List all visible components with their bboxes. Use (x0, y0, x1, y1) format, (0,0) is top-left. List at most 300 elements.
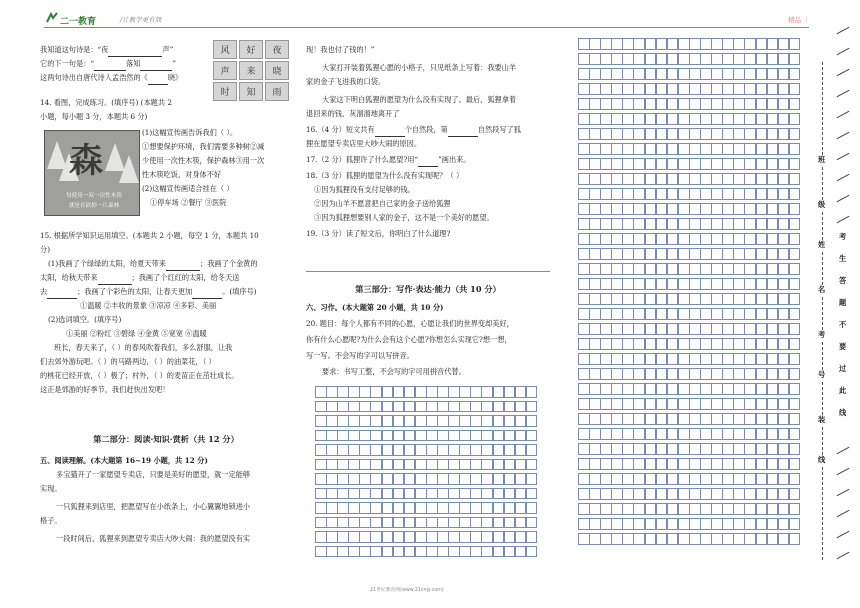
writing-cell[interactable] (744, 188, 756, 200)
writing-grid-row[interactable] (578, 533, 800, 545)
writing-cell[interactable] (370, 531, 382, 543)
writing-cell[interactable] (678, 473, 690, 485)
writing-cell[interactable] (711, 398, 723, 410)
answer-blank[interactable] (108, 48, 162, 57)
writing-cell[interactable] (700, 503, 712, 515)
writing-cell[interactable] (437, 444, 449, 456)
writing-cell[interactable] (645, 368, 657, 380)
writing-cell[interactable] (678, 488, 690, 500)
writing-cell[interactable] (756, 128, 768, 140)
writing-cell[interactable] (700, 233, 712, 245)
writing-cell[interactable] (504, 444, 516, 456)
writing-cell[interactable] (789, 143, 801, 155)
writing-cell[interactable] (722, 278, 734, 290)
writing-cell[interactable] (645, 473, 657, 485)
writing-cell[interactable] (337, 459, 349, 471)
writing-cell[interactable] (600, 113, 612, 125)
writing-cell[interactable] (789, 503, 801, 515)
writing-cell[interactable] (733, 323, 745, 335)
writing-cell[interactable] (633, 233, 645, 245)
writing-cell[interactable] (733, 278, 745, 290)
writing-cell[interactable] (711, 383, 723, 395)
writing-grid-row[interactable] (578, 443, 800, 455)
writing-grid-row[interactable] (315, 517, 537, 529)
writing-cell[interactable] (667, 533, 679, 545)
writing-cell[interactable] (415, 488, 427, 500)
writing-cell[interactable] (733, 488, 745, 500)
writing-cell[interactable] (481, 488, 493, 500)
writing-cell[interactable] (393, 502, 405, 514)
writing-cell[interactable] (437, 430, 449, 442)
writing-cell[interactable] (722, 203, 734, 215)
writing-cell[interactable] (600, 83, 612, 95)
writing-cell[interactable] (767, 98, 779, 110)
writing-cell[interactable] (744, 83, 756, 95)
writing-cell[interactable] (744, 383, 756, 395)
writing-grid-middle[interactable] (315, 386, 548, 562)
writing-cell[interactable] (767, 398, 779, 410)
writing-cell[interactable] (600, 323, 612, 335)
writing-cell[interactable] (789, 473, 801, 485)
writing-cell[interactable] (645, 38, 657, 50)
writing-cell[interactable] (504, 430, 516, 442)
writing-cell[interactable] (711, 443, 723, 455)
writing-cell[interactable] (578, 323, 590, 335)
writing-cell[interactable] (767, 413, 779, 425)
writing-cell[interactable] (404, 415, 416, 427)
writing-cell[interactable] (633, 143, 645, 155)
writing-cell[interactable] (678, 218, 690, 230)
writing-cell[interactable] (315, 415, 327, 427)
writing-cell[interactable] (337, 401, 349, 413)
writing-cell[interactable] (578, 308, 590, 320)
writing-cell[interactable] (667, 203, 679, 215)
writing-cell[interactable] (622, 83, 634, 95)
answer-blank[interactable] (418, 158, 438, 167)
writing-cell[interactable] (767, 173, 779, 185)
writing-cell[interactable] (611, 233, 623, 245)
writing-cell[interactable] (645, 518, 657, 530)
writing-cell[interactable] (645, 383, 657, 395)
writing-cell[interactable] (700, 188, 712, 200)
writing-cell[interactable] (493, 401, 505, 413)
writing-cell[interactable] (778, 248, 790, 260)
writing-cell[interactable] (493, 531, 505, 543)
writing-cell[interactable] (756, 278, 768, 290)
writing-cell[interactable] (526, 459, 538, 471)
writing-cell[interactable] (778, 53, 790, 65)
writing-cell[interactable] (470, 401, 482, 413)
writing-cell[interactable] (722, 368, 734, 380)
writing-cell[interactable] (711, 233, 723, 245)
writing-cell[interactable] (689, 173, 701, 185)
writing-cell[interactable] (326, 546, 338, 558)
writing-cell[interactable] (348, 488, 360, 500)
writing-cell[interactable] (645, 158, 657, 170)
writing-cell[interactable] (526, 546, 538, 558)
writing-cell[interactable] (578, 233, 590, 245)
writing-cell[interactable] (722, 488, 734, 500)
writing-cell[interactable] (756, 203, 768, 215)
writing-cell[interactable] (778, 188, 790, 200)
writing-cell[interactable] (711, 293, 723, 305)
writing-cell[interactable] (426, 401, 438, 413)
writing-cell[interactable] (733, 203, 745, 215)
writing-cell[interactable] (645, 293, 657, 305)
writing-cell[interactable] (589, 143, 601, 155)
writing-cell[interactable] (744, 338, 756, 350)
writing-cell[interactable] (667, 188, 679, 200)
writing-cell[interactable] (382, 517, 394, 529)
writing-cell[interactable] (656, 248, 668, 260)
writing-cell[interactable] (756, 473, 768, 485)
writing-cell[interactable] (622, 533, 634, 545)
writing-cell[interactable] (656, 263, 668, 275)
writing-cell[interactable] (526, 502, 538, 514)
writing-cell[interactable] (326, 430, 338, 442)
writing-cell[interactable] (689, 518, 701, 530)
writing-cell[interactable] (589, 473, 601, 485)
writing-cell[interactable] (733, 398, 745, 410)
writing-cell[interactable] (789, 53, 801, 65)
writing-grid-row[interactable] (578, 248, 800, 260)
writing-cell[interactable] (789, 533, 801, 545)
writing-cell[interactable] (633, 113, 645, 125)
writing-cell[interactable] (767, 488, 779, 500)
writing-cell[interactable] (611, 98, 623, 110)
writing-cell[interactable] (700, 83, 712, 95)
writing-cell[interactable] (767, 383, 779, 395)
writing-cell[interactable] (589, 278, 601, 290)
writing-cell[interactable] (711, 473, 723, 485)
writing-cell[interactable] (459, 415, 471, 427)
writing-cell[interactable] (611, 518, 623, 530)
writing-cell[interactable] (370, 459, 382, 471)
writing-cell[interactable] (722, 503, 734, 515)
writing-cell[interactable] (733, 263, 745, 275)
writing-cell[interactable] (633, 308, 645, 320)
writing-cell[interactable] (337, 473, 349, 485)
writing-cell[interactable] (711, 53, 723, 65)
writing-cell[interactable] (611, 158, 623, 170)
writing-cell[interactable] (778, 218, 790, 230)
writing-cell[interactable] (404, 386, 416, 398)
writing-cell[interactable] (645, 173, 657, 185)
writing-cell[interactable] (578, 293, 590, 305)
writing-cell[interactable] (767, 338, 779, 350)
writing-cell[interactable] (711, 218, 723, 230)
writing-cell[interactable] (600, 308, 612, 320)
writing-grid-row[interactable] (578, 53, 800, 65)
writing-cell[interactable] (600, 383, 612, 395)
writing-cell[interactable] (326, 401, 338, 413)
writing-cell[interactable] (722, 533, 734, 545)
writing-cell[interactable] (481, 459, 493, 471)
writing-cell[interactable] (689, 458, 701, 470)
writing-cell[interactable] (370, 517, 382, 529)
writing-cell[interactable] (722, 458, 734, 470)
writing-cell[interactable] (404, 488, 416, 500)
writing-cell[interactable] (789, 188, 801, 200)
writing-cell[interactable] (667, 473, 679, 485)
writing-cell[interactable] (656, 218, 668, 230)
writing-cell[interactable] (656, 503, 668, 515)
answer-blank[interactable] (148, 76, 168, 85)
writing-cell[interactable] (789, 68, 801, 80)
writing-cell[interactable] (633, 413, 645, 425)
writing-cell[interactable] (437, 546, 449, 558)
writing-cell[interactable] (733, 143, 745, 155)
writing-cell[interactable] (415, 459, 427, 471)
writing-cell[interactable] (778, 263, 790, 275)
writing-cell[interactable] (589, 248, 601, 260)
writing-cell[interactable] (611, 263, 623, 275)
writing-cell[interactable] (622, 473, 634, 485)
writing-cell[interactable] (633, 218, 645, 230)
writing-cell[interactable] (756, 248, 768, 260)
writing-cell[interactable] (600, 293, 612, 305)
writing-grid-row[interactable] (578, 353, 800, 365)
writing-cell[interactable] (337, 502, 349, 514)
writing-cell[interactable] (622, 458, 634, 470)
writing-cell[interactable] (778, 308, 790, 320)
writing-cell[interactable] (778, 158, 790, 170)
writing-cell[interactable] (578, 143, 590, 155)
writing-cell[interactable] (382, 401, 394, 413)
writing-cell[interactable] (622, 488, 634, 500)
writing-cell[interactable] (393, 473, 405, 485)
writing-cell[interactable] (756, 38, 768, 50)
writing-cell[interactable] (415, 546, 427, 558)
writing-cell[interactable] (789, 518, 801, 530)
writing-cell[interactable] (493, 517, 505, 529)
writing-grid-row[interactable] (578, 473, 800, 485)
writing-grid-row[interactable] (315, 473, 537, 485)
writing-cell[interactable] (611, 353, 623, 365)
writing-grid-row[interactable] (315, 415, 537, 427)
writing-cell[interactable] (667, 518, 679, 530)
writing-cell[interactable] (744, 368, 756, 380)
writing-cell[interactable] (656, 353, 668, 365)
writing-cell[interactable] (393, 401, 405, 413)
writing-cell[interactable] (578, 338, 590, 350)
writing-cell[interactable] (493, 459, 505, 471)
writing-cell[interactable] (778, 278, 790, 290)
writing-cell[interactable] (382, 546, 394, 558)
writing-grid-row[interactable] (578, 83, 800, 95)
writing-cell[interactable] (426, 430, 438, 442)
writing-cell[interactable] (393, 430, 405, 442)
writing-cell[interactable] (326, 473, 338, 485)
writing-cell[interactable] (393, 415, 405, 427)
writing-cell[interactable] (700, 98, 712, 110)
writing-cell[interactable] (722, 323, 734, 335)
writing-cell[interactable] (481, 430, 493, 442)
writing-cell[interactable] (404, 459, 416, 471)
writing-cell[interactable] (611, 83, 623, 95)
writing-cell[interactable] (633, 278, 645, 290)
writing-cell[interactable] (622, 203, 634, 215)
writing-cell[interactable] (600, 338, 612, 350)
writing-grid-row[interactable] (578, 218, 800, 230)
writing-cell[interactable] (689, 128, 701, 140)
writing-cell[interactable] (437, 386, 449, 398)
writing-cell[interactable] (700, 368, 712, 380)
writing-cell[interactable] (656, 368, 668, 380)
writing-cell[interactable] (778, 38, 790, 50)
writing-cell[interactable] (678, 83, 690, 95)
writing-grid-row[interactable] (578, 428, 800, 440)
writing-cell[interactable] (678, 353, 690, 365)
answer-blank[interactable] (375, 128, 405, 137)
writing-cell[interactable] (789, 353, 801, 365)
writing-cell[interactable] (493, 546, 505, 558)
writing-cell[interactable] (611, 488, 623, 500)
writing-cell[interactable] (600, 143, 612, 155)
writing-cell[interactable] (645, 278, 657, 290)
writing-cell[interactable] (633, 443, 645, 455)
writing-cell[interactable] (600, 413, 612, 425)
writing-cell[interactable] (656, 173, 668, 185)
writing-cell[interactable] (733, 353, 745, 365)
writing-cell[interactable] (578, 398, 590, 410)
writing-cell[interactable] (744, 443, 756, 455)
writing-cell[interactable] (767, 188, 779, 200)
writing-cell[interactable] (744, 503, 756, 515)
writing-grid-row[interactable] (578, 128, 800, 140)
writing-cell[interactable] (426, 444, 438, 456)
writing-cell[interactable] (689, 308, 701, 320)
writing-cell[interactable] (459, 502, 471, 514)
writing-cell[interactable] (589, 263, 601, 275)
writing-cell[interactable] (711, 113, 723, 125)
writing-cell[interactable] (711, 203, 723, 215)
writing-grid-row[interactable] (578, 293, 800, 305)
writing-cell[interactable] (700, 203, 712, 215)
answer-blank[interactable] (166, 262, 200, 271)
writing-cell[interactable] (348, 386, 360, 398)
writing-cell[interactable] (415, 386, 427, 398)
writing-cell[interactable] (656, 323, 668, 335)
writing-cell[interactable] (700, 218, 712, 230)
writing-cell[interactable] (789, 233, 801, 245)
writing-cell[interactable] (645, 413, 657, 425)
writing-cell[interactable] (600, 98, 612, 110)
writing-cell[interactable] (348, 444, 360, 456)
writing-cell[interactable] (733, 338, 745, 350)
writing-cell[interactable] (415, 444, 427, 456)
writing-cell[interactable] (722, 173, 734, 185)
writing-cell[interactable] (789, 278, 801, 290)
writing-cell[interactable] (667, 38, 679, 50)
writing-cell[interactable] (733, 53, 745, 65)
writing-cell[interactable] (789, 128, 801, 140)
writing-cell[interactable] (633, 473, 645, 485)
writing-cell[interactable] (700, 443, 712, 455)
writing-cell[interactable] (722, 338, 734, 350)
writing-cell[interactable] (415, 401, 427, 413)
writing-cell[interactable] (700, 413, 712, 425)
writing-cell[interactable] (722, 518, 734, 530)
writing-cell[interactable] (689, 143, 701, 155)
writing-cell[interactable] (578, 353, 590, 365)
writing-cell[interactable] (678, 443, 690, 455)
writing-cell[interactable] (733, 533, 745, 545)
writing-cell[interactable] (633, 98, 645, 110)
writing-cell[interactable] (756, 218, 768, 230)
writing-cell[interactable] (526, 517, 538, 529)
writing-cell[interactable] (678, 338, 690, 350)
writing-cell[interactable] (633, 368, 645, 380)
writing-cell[interactable] (744, 293, 756, 305)
writing-cell[interactable] (656, 413, 668, 425)
writing-cell[interactable] (578, 488, 590, 500)
writing-cell[interactable] (578, 173, 590, 185)
writing-cell[interactable] (622, 233, 634, 245)
writing-cell[interactable] (744, 203, 756, 215)
writing-cell[interactable] (733, 83, 745, 95)
writing-cell[interactable] (459, 488, 471, 500)
writing-cell[interactable] (337, 531, 349, 543)
writing-cell[interactable] (667, 428, 679, 440)
writing-cell[interactable] (744, 38, 756, 50)
writing-cell[interactable] (589, 188, 601, 200)
writing-cell[interactable] (645, 428, 657, 440)
writing-cell[interactable] (789, 113, 801, 125)
writing-cell[interactable] (470, 459, 482, 471)
writing-cell[interactable] (370, 415, 382, 427)
writing-cell[interactable] (711, 248, 723, 260)
writing-cell[interactable] (326, 502, 338, 514)
writing-cell[interactable] (589, 38, 601, 50)
writing-cell[interactable] (426, 488, 438, 500)
writing-cell[interactable] (778, 458, 790, 470)
writing-cell[interactable] (656, 518, 668, 530)
writing-cell[interactable] (733, 233, 745, 245)
writing-cell[interactable] (459, 444, 471, 456)
writing-cell[interactable] (778, 488, 790, 500)
writing-cell[interactable] (359, 517, 371, 529)
writing-cell[interactable] (767, 68, 779, 80)
writing-cell[interactable] (689, 293, 701, 305)
writing-cell[interactable] (382, 473, 394, 485)
writing-cell[interactable] (600, 248, 612, 260)
writing-grid-row[interactable] (578, 383, 800, 395)
writing-cell[interactable] (470, 531, 482, 543)
writing-cell[interactable] (315, 531, 327, 543)
writing-cell[interactable] (667, 113, 679, 125)
writing-cell[interactable] (622, 68, 634, 80)
writing-cell[interactable] (667, 218, 679, 230)
writing-cell[interactable] (789, 98, 801, 110)
writing-cell[interactable] (370, 546, 382, 558)
writing-cell[interactable] (733, 518, 745, 530)
writing-cell[interactable] (600, 398, 612, 410)
writing-cell[interactable] (337, 546, 349, 558)
writing-cell[interactable] (481, 415, 493, 427)
writing-cell[interactable] (700, 533, 712, 545)
writing-cell[interactable] (404, 531, 416, 543)
writing-cell[interactable] (756, 338, 768, 350)
writing-cell[interactable] (744, 413, 756, 425)
writing-cell[interactable] (700, 488, 712, 500)
writing-cell[interactable] (645, 68, 657, 80)
writing-cell[interactable] (611, 293, 623, 305)
writing-cell[interactable] (744, 458, 756, 470)
writing-cell[interactable] (578, 278, 590, 290)
writing-grid-row[interactable] (578, 188, 800, 200)
writing-cell[interactable] (689, 413, 701, 425)
